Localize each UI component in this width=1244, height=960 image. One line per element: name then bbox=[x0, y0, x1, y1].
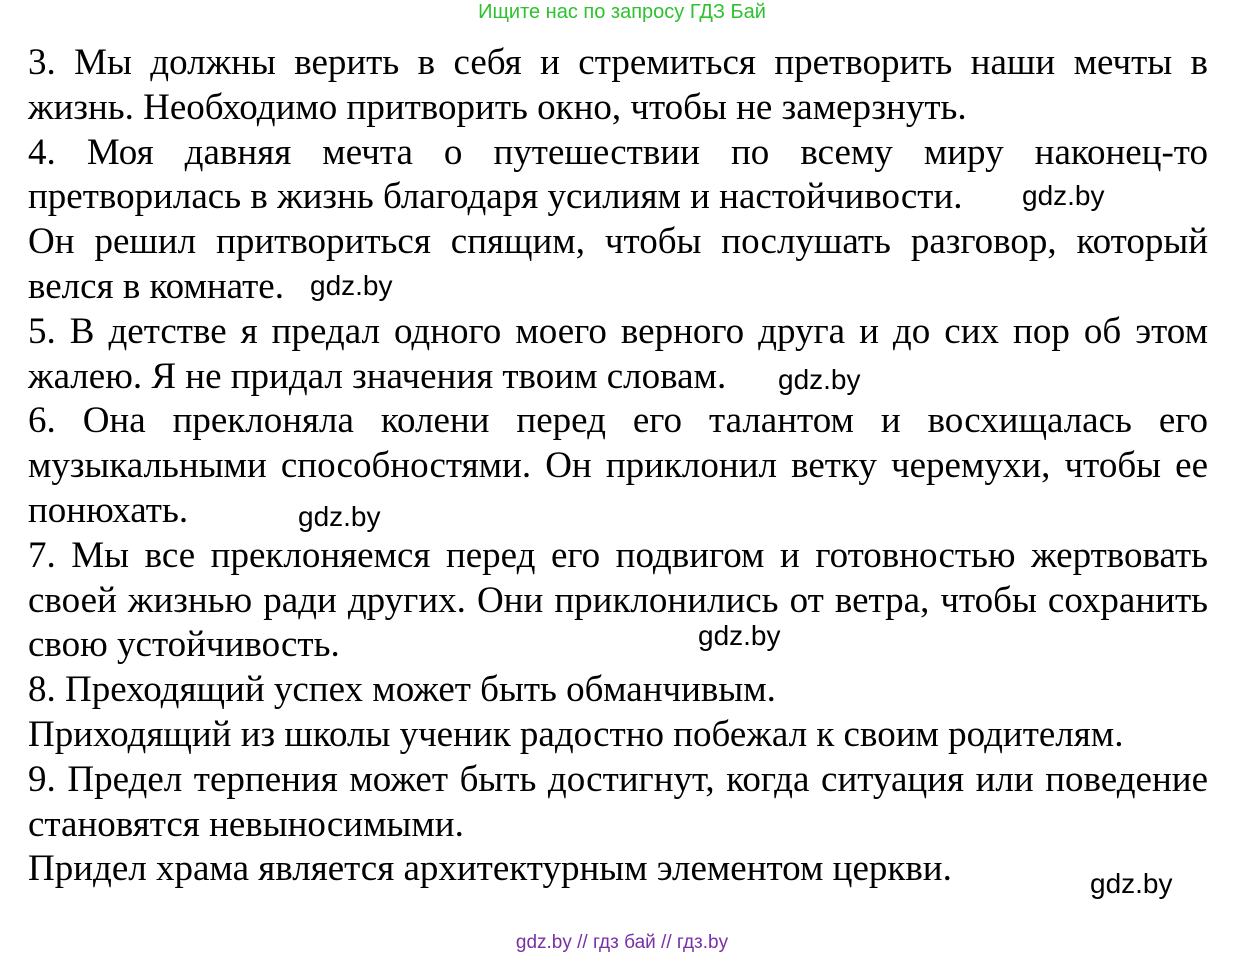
paragraph-9: 9. Предел терпения может быть достигнут, когда ситуация или поведение становятся невыносимыми. bbox=[28, 758, 1208, 845]
site-banner: Ищите нас по запросу ГДЗ Бай bbox=[478, 1, 766, 23]
watermark: gdz.by bbox=[698, 620, 781, 651]
paragraph-3: 3. Мы должны верить в себя и стремиться претворить наши мечты в жизнь. Необходимо притворить окно, чтобы не замерзнуть. bbox=[28, 42, 1208, 128]
document-body bbox=[28, 41, 1208, 892]
watermark: gdz.by bbox=[310, 270, 393, 301]
paragraph-5: 5. В детстве я предал одного моего верного друга и до сих пор об этом жалею. Я не придал значения твоим словам. bbox=[28, 310, 1208, 397]
watermark: gdz.by bbox=[778, 364, 861, 395]
paragraph-9-b: Придел храма является архитектурным элементом церкви. bbox=[28, 848, 952, 890]
watermark: gdz.by bbox=[1090, 868, 1173, 899]
footer-links: gdz.by // гдз бай // гдз.by bbox=[515, 932, 729, 953]
paragraph-8: 8. Преходящий успех может быть обманчивым. bbox=[28, 669, 776, 711]
watermark: gdz.by bbox=[298, 501, 381, 532]
watermark: gdz.by bbox=[1022, 180, 1105, 211]
paragraph-6: 6. Она преклоняла колени перед его талантом и восхищалась его музыкальными способностями. Он приклонил ветку черемухи, чтобы ее понюхать. bbox=[28, 400, 1208, 531]
paragraph-4-b: Он решил притвориться спящим, чтобы послушать разговор, который велся в комнате. bbox=[28, 221, 1208, 307]
paragraph-7: 7. Мы все преклоняемся перед его подвигом и готовностью жертвовать своей жизнью ради других. Они приклонились от ветра, чтобы сохранить свою устойчивость. bbox=[28, 534, 1208, 666]
paragraph-8-b: Приходящий из школы ученик радостно побежал к своим родителям. bbox=[28, 713, 1124, 755]
paragraph-4: 4. Моя давняя мечта о путешествии по всему миру наконец-то претворилась в жизнь благодаря усилиям и настойчивости. bbox=[28, 131, 1208, 218]
